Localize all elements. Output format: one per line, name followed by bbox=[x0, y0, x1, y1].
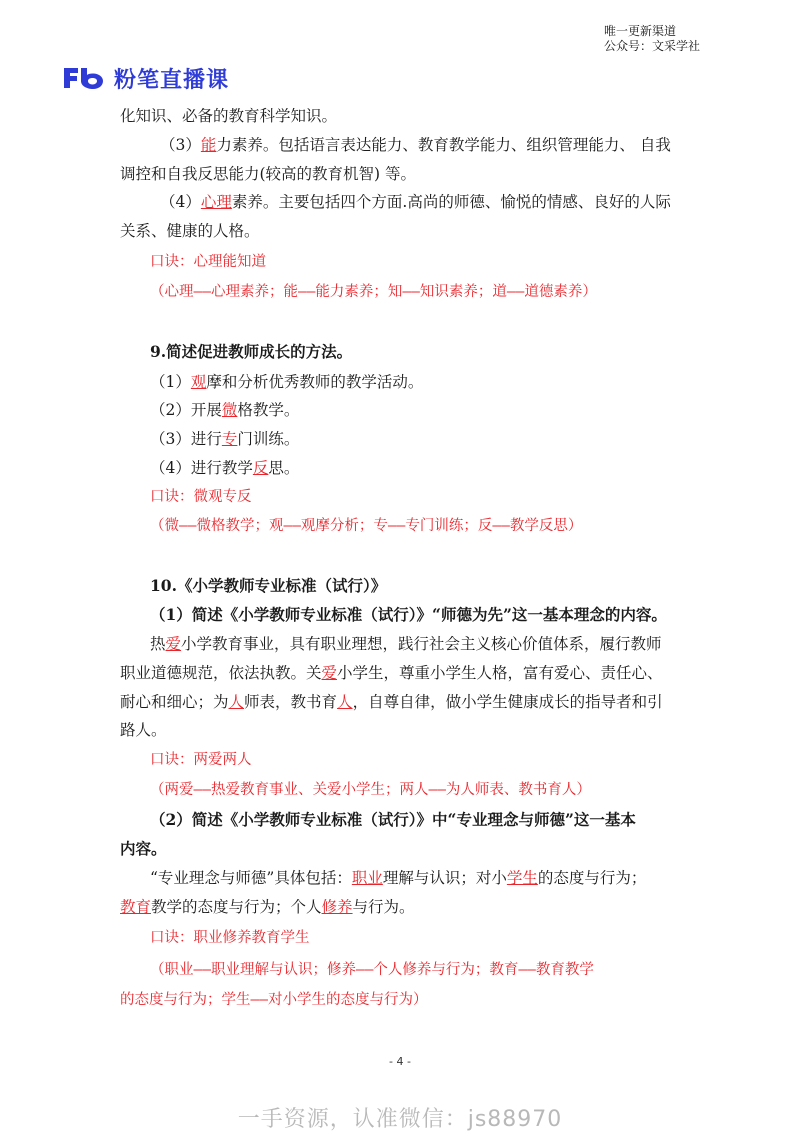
underlined-keyword: 教育 bbox=[120, 898, 152, 916]
body-line: （3）进行专门训练。 bbox=[150, 430, 300, 448]
body-line: （4）心理素养。主要包括四个方面.高尚的师德、愉悦的情感、良好的人际 bbox=[160, 193, 671, 211]
mnemonic-line: 口诀：心理能知道 bbox=[150, 254, 266, 270]
channel-notice bbox=[604, 24, 700, 54]
mnemonic-line: 口诀：两爱两人 bbox=[150, 752, 252, 768]
mnemonic-explanation: （心理——心理素养；能——能力素养；知——知识素养；道——道德素养） bbox=[150, 284, 597, 300]
underlined-keyword: 爱 bbox=[321, 664, 338, 682]
underlined-keyword: 修养 bbox=[321, 898, 353, 916]
underlined-keyword: 心理 bbox=[200, 193, 232, 211]
underlined-keyword: 观 bbox=[190, 373, 207, 391]
mnemonic-line: 口诀：职业修养教育学生 bbox=[150, 930, 310, 946]
body-line: 耐心和细心；为人师表，教书育人，自尊自律，做小学生健康成长的指导者和引 bbox=[120, 693, 663, 711]
fenbi-logo bbox=[62, 62, 229, 94]
watermark-text: 一手资源，认准微信：js88970 bbox=[237, 1107, 563, 1132]
body-line: 调控和自我反思能力(较高的教育机智) 等。 bbox=[120, 165, 417, 183]
mnemonic-explanation-cont: 的态度与行为；学生——对小学生的态度与行为） bbox=[120, 992, 428, 1008]
body-line: （1）观摩和分析优秀教师的教学活动。 bbox=[150, 373, 424, 391]
mnemonic-explanation: （两爱——热爱教育事业、关爱小学生；两人——为人师表、教书育人） bbox=[150, 782, 591, 798]
underlined-keyword: 爱 bbox=[165, 635, 182, 653]
body-line: （3）能力素养。包括语言表达能力、教育教学能力、组织管理能力、 自我 bbox=[160, 136, 671, 154]
underlined-keyword: 能 bbox=[200, 136, 217, 154]
question-heading: 9.简述促进教师成长的方法。 bbox=[150, 342, 353, 361]
underlined-keyword: 专 bbox=[221, 430, 238, 448]
underlined-keyword: 反 bbox=[252, 459, 269, 477]
mnemonic-line: 口诀：微观专反 bbox=[150, 489, 252, 505]
body-line: 职业道德规范，依法执教。关爱小学生，尊重小学生人格，富有爱心、责任心、 bbox=[120, 664, 663, 682]
body-line: 化知识、必备的教育科学知识。 bbox=[120, 107, 338, 125]
sub-question-heading: （2）简述《小学教师专业标准（试行）》中“专业理念与师德”这一基本 bbox=[150, 810, 636, 829]
underlined-keyword: 学生 bbox=[506, 869, 538, 887]
body-line: 教育教学的态度与行为；个人修养与行为。 bbox=[120, 898, 415, 916]
sub-question-heading: （1）简述《小学教师专业标准（试行）》“师德为先”这一基本理念的内容。 bbox=[150, 605, 667, 624]
underlined-keyword: 职业 bbox=[351, 869, 383, 887]
body-line: 热爱小学教育事业，具有职业理想，践行社会主义核心价值体系，履行教师 bbox=[150, 635, 662, 653]
mnemonic-explanation: （职业——职业理解与认识；修养——个人修养与行为；教育——教育教学 bbox=[150, 962, 594, 978]
question-heading: 10.《小学教师专业标准（试行）》 bbox=[150, 576, 387, 595]
body-line: （2）开展微格教学。 bbox=[150, 401, 300, 419]
underlined-keyword: 人 bbox=[228, 693, 245, 711]
mnemonic-explanation: （微——微格教学；观——观摩分析；专——专门训练；反——教学反思） bbox=[150, 518, 583, 534]
logo-text: 粉笔直播课 bbox=[114, 67, 230, 93]
body-line: （4）进行教学反思。 bbox=[150, 459, 300, 477]
body-line: 关系、健康的人格。 bbox=[120, 222, 260, 240]
sub-question-heading-cont: 内容。 bbox=[120, 839, 167, 858]
body-line: 路人。 bbox=[120, 721, 167, 739]
channel-notice-line2: 公众号：文采学社 bbox=[603, 39, 700, 53]
channel-notice-line1: 唯一更新渠道 bbox=[603, 24, 676, 38]
underlined-keyword: 微 bbox=[221, 401, 238, 419]
body-line: “专业理念与师德”具体包括：职业理解与认识；对小学生的态度与行为； bbox=[150, 869, 647, 887]
fenbi-logo-icon bbox=[62, 66, 106, 90]
page-number: - 4 - bbox=[389, 1055, 411, 1068]
underlined-keyword: 人 bbox=[337, 693, 353, 711]
